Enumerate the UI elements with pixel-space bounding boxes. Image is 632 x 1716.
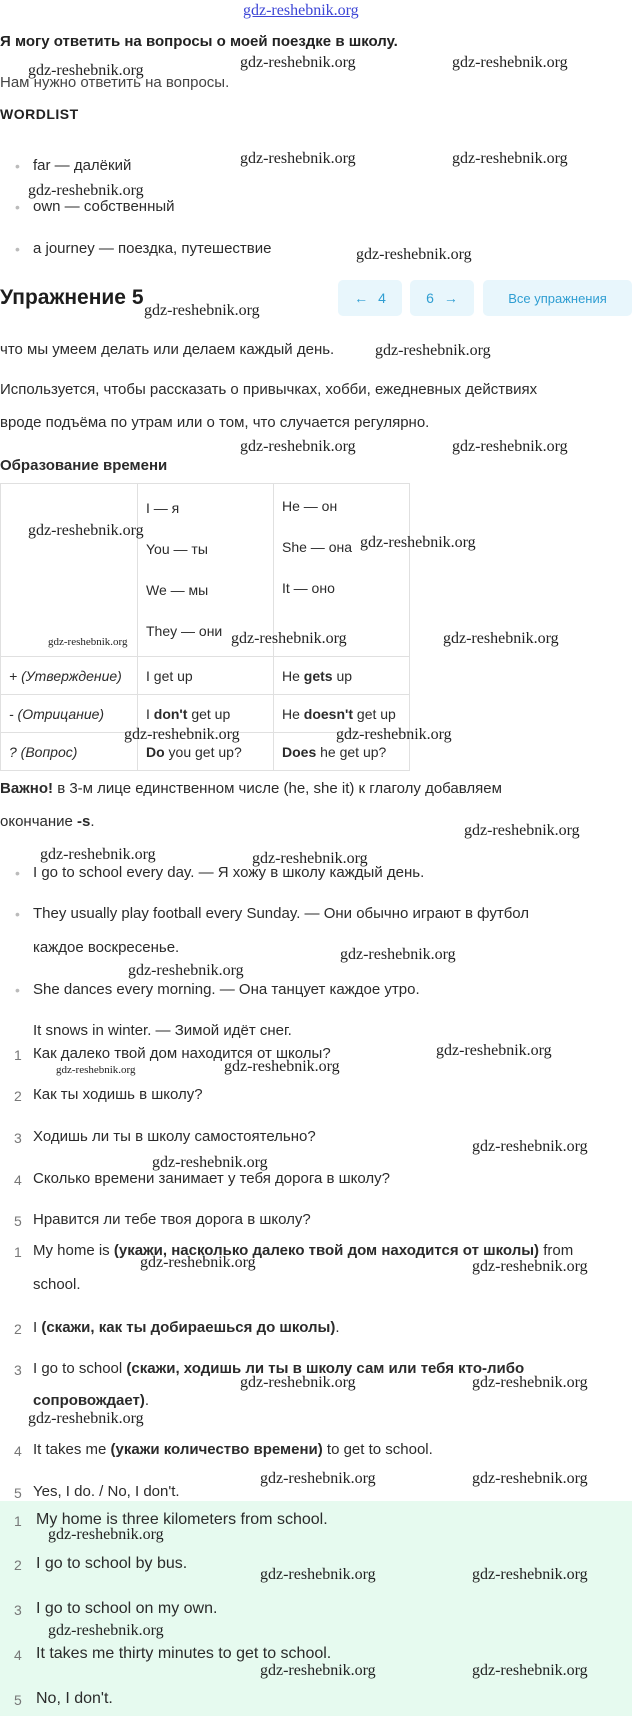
watermark: gdz-reshebnik.org	[452, 54, 568, 71]
watermark: gdz-reshebnik.org	[28, 1410, 144, 1427]
prev-exercise-button[interactable]	[338, 280, 402, 316]
table-row-label: + (Утверждение)	[1, 657, 138, 695]
theory-line: что мы умеем делать или делаем каждый день.	[0, 341, 335, 358]
watermark: gdz-reshebnik.org	[40, 846, 156, 863]
note-line2: окончание -s.	[0, 813, 95, 830]
next-exercise-button[interactable]	[410, 280, 474, 316]
watermark: gdz-reshebnik.org	[240, 438, 356, 455]
watermark: gdz-reshebnik.org	[472, 1566, 588, 1583]
exercise-title: Упражнение 5	[0, 286, 144, 309]
watermark: gdz-reshebnik.org	[340, 946, 456, 963]
answer-item: No, I don't.	[36, 1690, 113, 1707]
intro-subtitle: Нам нужно ответить на вопросы.	[0, 74, 230, 91]
template-item-continued: school.	[33, 1276, 81, 1293]
watermark: gdz-reshebnik.org	[240, 150, 356, 167]
watermark: gdz-reshebnik.org	[28, 62, 144, 79]
watermark: gdz-reshebnik.org	[472, 1470, 588, 1487]
theory-paragraph-line1: Используется, чтобы рассказать о привычках, хобби, ежедневных действиях	[0, 381, 538, 398]
list-number: 5	[14, 1213, 22, 1229]
list-number: 2	[14, 1557, 22, 1573]
table-empty-cell	[1, 484, 138, 657]
watermark: gdz-reshebnik.org	[360, 534, 476, 551]
watermark: gdz-reshebnik.org	[452, 150, 568, 167]
watermark: gdz-reshebnik.org	[436, 1042, 552, 1059]
template-item: Yes, I do. / No, I don't.	[33, 1483, 180, 1500]
table-row-label: ? (Вопрос)	[1, 733, 138, 771]
list-number: 3	[14, 1362, 22, 1378]
question-item: Нравится ли тебе твоя дорога в школу?	[33, 1211, 311, 1228]
watermark: gdz-reshebnik.org	[375, 342, 491, 359]
pronoun: She — она	[282, 539, 352, 555]
note-line1: Важно! в 3-м лице единственном числе (he, she it) к глаголу добавляем	[0, 780, 502, 797]
wordlist-item: • a journey — поездка, путешествие	[33, 240, 272, 257]
template-item-continued: сопровождает).	[33, 1392, 150, 1409]
next-exercise-label: 6	[426, 290, 434, 306]
table-cell: He gets up	[274, 657, 410, 695]
list-number: 5	[14, 1692, 22, 1708]
wordlist-title: WORDLIST	[0, 106, 79, 122]
list-number: 3	[14, 1602, 22, 1618]
list-number: 1	[14, 1513, 22, 1529]
formation-title: Образование времени	[0, 457, 168, 474]
table-row-label: - (Отрицание)	[1, 695, 138, 733]
watermark: gdz-reshebnik.org	[356, 246, 472, 263]
table-cell: I don't get up	[138, 695, 274, 733]
watermark: gdz-reshebnik.org	[240, 1374, 356, 1391]
watermark: gdz-reshebnik.org	[472, 1258, 588, 1275]
watermark-link[interactable]: gdz-reshebnik.org	[243, 2, 359, 19]
intro-heading: Я могу ответить на вопросы о моей поездке в школу.	[0, 33, 398, 50]
pronoun: They — они	[146, 623, 223, 639]
all-exercises-label: Все упражнения	[508, 290, 607, 306]
template-item: My home is (укажи, насколько далеко твой дом находится от школы) from	[33, 1242, 574, 1259]
table-row	[1, 657, 410, 695]
list-number: 1	[14, 1047, 22, 1063]
pronoun: I — я	[146, 500, 180, 516]
table-cell: I get up	[138, 657, 274, 695]
pronoun: We — мы	[146, 582, 209, 598]
answer-item: My home is three kilometers from school.	[36, 1511, 328, 1528]
watermark: gdz-reshebnik.org	[231, 630, 347, 647]
watermark: gdz-reshebnik.org	[56, 1064, 136, 1076]
watermark: gdz-reshebnik.org	[260, 1566, 376, 1583]
arrow-left-icon: ←	[354, 290, 369, 306]
list-number: 4	[14, 1443, 22, 1459]
answer-item: I go to school by bus.	[36, 1555, 188, 1572]
pronoun: It — оно	[282, 580, 335, 596]
watermark: gdz-reshebnik.org	[452, 438, 568, 455]
question-item: Сколько времени занимает у тебя дорога в школу?	[33, 1170, 390, 1187]
table-cell: He doesn't get up	[274, 695, 410, 733]
prev-exercise-label: 4	[378, 290, 386, 306]
list-number: 1	[14, 1244, 22, 1260]
watermark: gdz-reshebnik.org	[260, 1662, 376, 1679]
watermark: gdz-reshebnik.org	[128, 962, 244, 979]
wordlist-item: • far — далёкий	[33, 157, 131, 174]
watermark: gdz-reshebnik.org	[28, 522, 144, 539]
arrow-right-icon: →	[443, 290, 458, 306]
template-item: It takes me (укажи количество времени) to get to school.	[33, 1441, 433, 1458]
watermark: gdz-reshebnik.org	[152, 1154, 268, 1171]
table-cell: Does he get up?	[274, 733, 410, 771]
watermark: gdz-reshebnik.org	[124, 726, 240, 743]
example-item-continued: каждое воскресенье.	[33, 939, 180, 956]
watermark: gdz-reshebnik.org	[28, 182, 144, 199]
watermark: gdz-reshebnik.org	[336, 726, 452, 743]
watermark: gdz-reshebnik.org	[260, 1470, 376, 1487]
watermark: gdz-reshebnik.org	[472, 1138, 588, 1155]
question-item: Ходишь ли ты в школу самостоятельно?	[33, 1128, 316, 1145]
wordlist-item: • own — собственный	[33, 198, 175, 215]
pronoun: He — он	[282, 498, 338, 514]
theory-paragraph-line2: вроде подъёма по утрам или о том, что случается регулярно.	[0, 414, 430, 431]
example-item: • It snows in winter. — Зимой идёт снег.	[33, 1022, 292, 1038]
example-item: • I go to school every day. — Я хожу в школу каждый день.	[33, 864, 424, 881]
watermark: gdz-reshebnik.org	[240, 54, 356, 71]
watermark: gdz-reshebnik.org	[140, 1254, 256, 1271]
list-number: 3	[14, 1130, 22, 1146]
watermark: gdz-reshebnik.org	[144, 302, 260, 319]
watermark: gdz-reshebnik.org	[48, 636, 128, 648]
watermark: gdz-reshebnik.org	[252, 850, 368, 867]
watermark: gdz-reshebnik.org	[443, 630, 559, 647]
example-item: • She dances every morning. — Она танцует каждое утро.	[33, 981, 420, 998]
list-number: 2	[14, 1321, 22, 1337]
list-number: 4	[14, 1172, 22, 1188]
answer-item: I go to school on my own.	[36, 1600, 218, 1617]
watermark: gdz-reshebnik.org	[224, 1058, 340, 1075]
watermark: gdz-reshebnik.org	[464, 822, 580, 839]
pronoun: You — ты	[146, 541, 208, 557]
list-number: 2	[14, 1088, 22, 1104]
watermark: gdz-reshebnik.org	[48, 1622, 164, 1639]
question-item: Как ты ходишь в школу?	[33, 1086, 203, 1103]
all-exercises-button[interactable]	[483, 280, 632, 316]
watermark: gdz-reshebnik.org	[472, 1374, 588, 1391]
template-item: I go to school (скажи, ходишь ли ты в школу сам или тебя кто-либо	[33, 1360, 525, 1377]
table-cell: Do you get up?	[138, 733, 274, 771]
example-item: • They usually play football every Sunday. — Они обычно играют в футбол	[33, 905, 529, 922]
template-item: I (скажи, как ты добираешься до школы).	[33, 1319, 340, 1336]
list-number: 5	[14, 1485, 22, 1501]
question-item: Как далеко твой дом находится от школы?	[33, 1045, 331, 1062]
watermark: gdz-reshebnik.org	[48, 1526, 164, 1543]
watermark: gdz-reshebnik.org	[472, 1662, 588, 1679]
list-number: 4	[14, 1647, 22, 1663]
answer-item: It takes me thirty minutes to get to school.	[36, 1645, 332, 1662]
